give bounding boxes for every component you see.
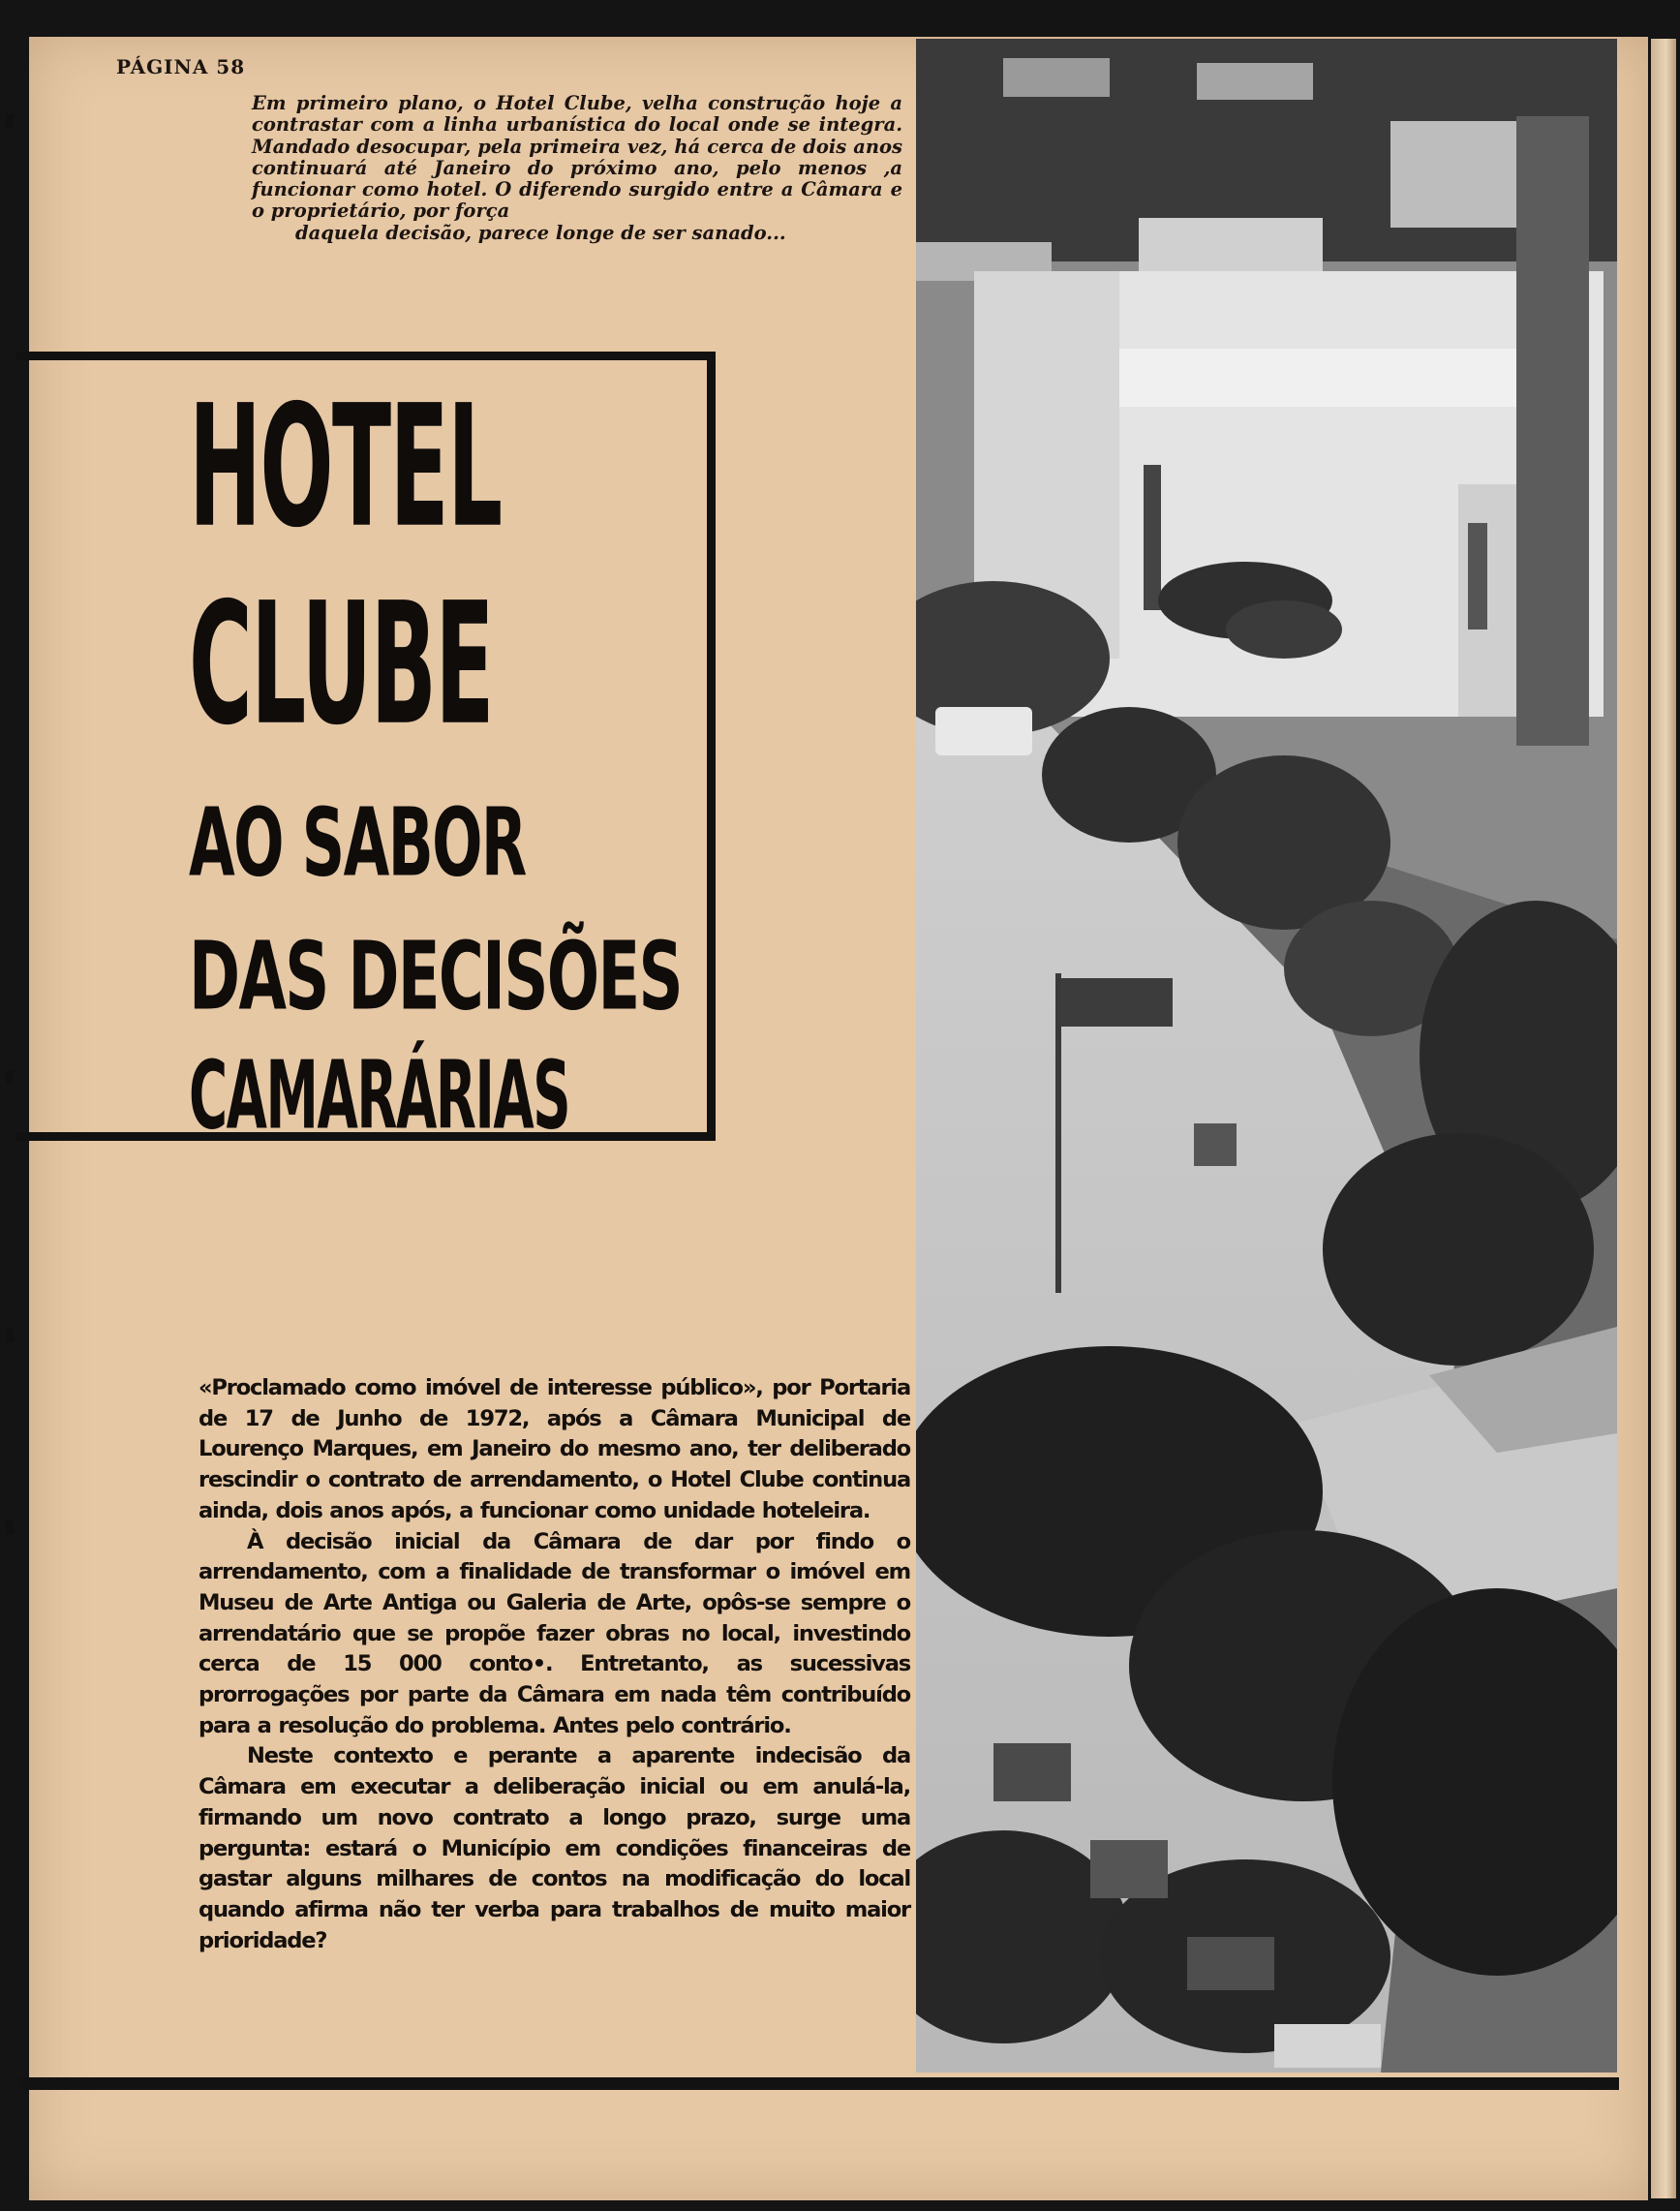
margin-mark [6,1520,14,1534]
headline-line-4: DAS DECISÕES [189,922,682,1031]
caption-last-line: daquela decisão, parece longe de ser sanado... [295,221,786,244]
margin-mark [6,1329,14,1342]
headline-line-3: AO SABOR [189,788,526,898]
photo-illustration [916,39,1617,2073]
adjacent-page-edge [1651,39,1676,2198]
margin-mark [6,114,14,128]
margin-mark [6,1070,14,1084]
article-paragraph: Neste contexto e perante a aparente indecisão da Câmara em executar a deliberação inicial ou em anulá-la, firmando um novo contrato a longo prazo, surge uma pergunta: estará o Município em condições financeiras de gastar alguns milhares de contos na modificação do local quando afirma não ter verba para trabalhos de muito maior prioridade? [199,1743,910,1953]
article-paragraph: «Proclamado como imóvel de interesse público», por Portaria de 17 de Junho de 1972, após a Câmara Municipal de Lourenço Marques, em Janeiro do mesmo ano, ter deliberado rescindir o contrato de arrendamento, o Hotel Clube continua ainda, dois anos após, a funcionar como unidade hoteleira. [199,1375,910,1523]
headline-line-1: HOTEL [189,370,502,566]
bottom-rule [19,2077,1619,2090]
headline-line-2: CLUBE [189,568,493,763]
hotel-aerial-photo [916,39,1617,2073]
page-number: PÁGINA 58 [116,55,246,78]
headline-line-5: CAMARÁRIAS [189,1041,570,1151]
photo-caption [252,93,902,244]
caption-text: Em primeiro plano, o Hotel Clube, velha construção hoje a contrastar com a linha urbanística do local onde se integra. Mandado desocupar, pela primeira vez, há cerca de dois anos continuará até Janeiro do próximo ano, pelo menos ,a funcionar como hotel. O diferendo surgido entre a Câmara e o proprietário, por força [252,92,902,223]
article-body [199,1373,910,1956]
article-paragraph: À decisão inicial da Câmara de dar por findo o arrendamento, com a finalidade de transformar o imóvel em Museu de Arte Antiga ou Galeria de Arte, opôs-se sempre o arrendatário que se propõe fazer obras no local, investindo cerca de 15 000 conto•. Entretanto, as sucessivas prorrogações por parte da Câmara em nada têm contribuído para a resolução do problema. Antes pelo contrário. [199,1528,910,1738]
